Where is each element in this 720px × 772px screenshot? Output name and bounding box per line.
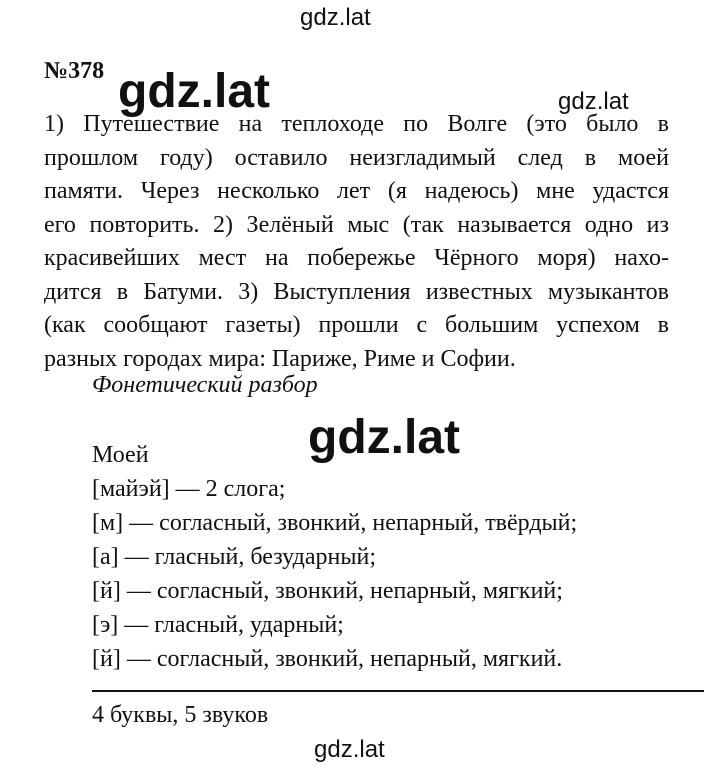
text-line: 1) Путешествие на теплоходе по Волге (это было в	[44, 111, 669, 137]
watermark-top: gdz.lat	[300, 4, 371, 31]
analysis-row: [м] — согласный, звонкий, непарный, твёрдый;	[92, 510, 578, 536]
text-line: его повторить. 2) Зелёный мыс (так называется одно из	[44, 211, 669, 238]
exercise-number: №378	[44, 58, 105, 84]
exercise-text	[44, 108, 669, 376]
analysis-row: [й] — согласный, звонкий, непарный, мягкий.	[92, 646, 563, 672]
phonetic-analysis	[92, 438, 577, 676]
text-line: разных городах мира: Париже, Риме и Софии.	[44, 345, 516, 372]
analysis-heading: Фонетический разбор	[92, 372, 318, 398]
analysis-word: Моей	[92, 442, 149, 468]
divider-line	[92, 690, 704, 692]
text-line: памяти. Через несколько лет (я надеюсь) мне удастся	[44, 178, 669, 204]
analysis-row: [й] — согласный, звонкий, непарный, мягкий;	[92, 578, 563, 604]
analysis-row: [а] — гласный, безударный;	[92, 544, 377, 570]
watermark-right: gdz.lat	[558, 88, 629, 115]
watermark-bottom: gdz.lat	[314, 736, 385, 763]
text-line: (как сообщают газеты) прошли с большим успехом в	[44, 312, 669, 338]
watermark-large-center: gdz.lat	[308, 411, 460, 464]
analysis-row: [майэй] — 2 слога;	[92, 476, 286, 502]
text-line: прошлом году) оставило неизгладимый след в моей	[44, 144, 669, 171]
analysis-summary: 4 буквы, 5 звуков	[92, 702, 269, 728]
watermark-large-left: gdz.lat	[118, 65, 270, 118]
text-line: красивейших мест на побережье Чёрного моря) нахо-	[44, 245, 669, 271]
text-line: дится в Батуми. 3) Выступления известных музыкантов	[44, 278, 669, 305]
analysis-row: [э] — гласный, ударный;	[92, 612, 344, 638]
